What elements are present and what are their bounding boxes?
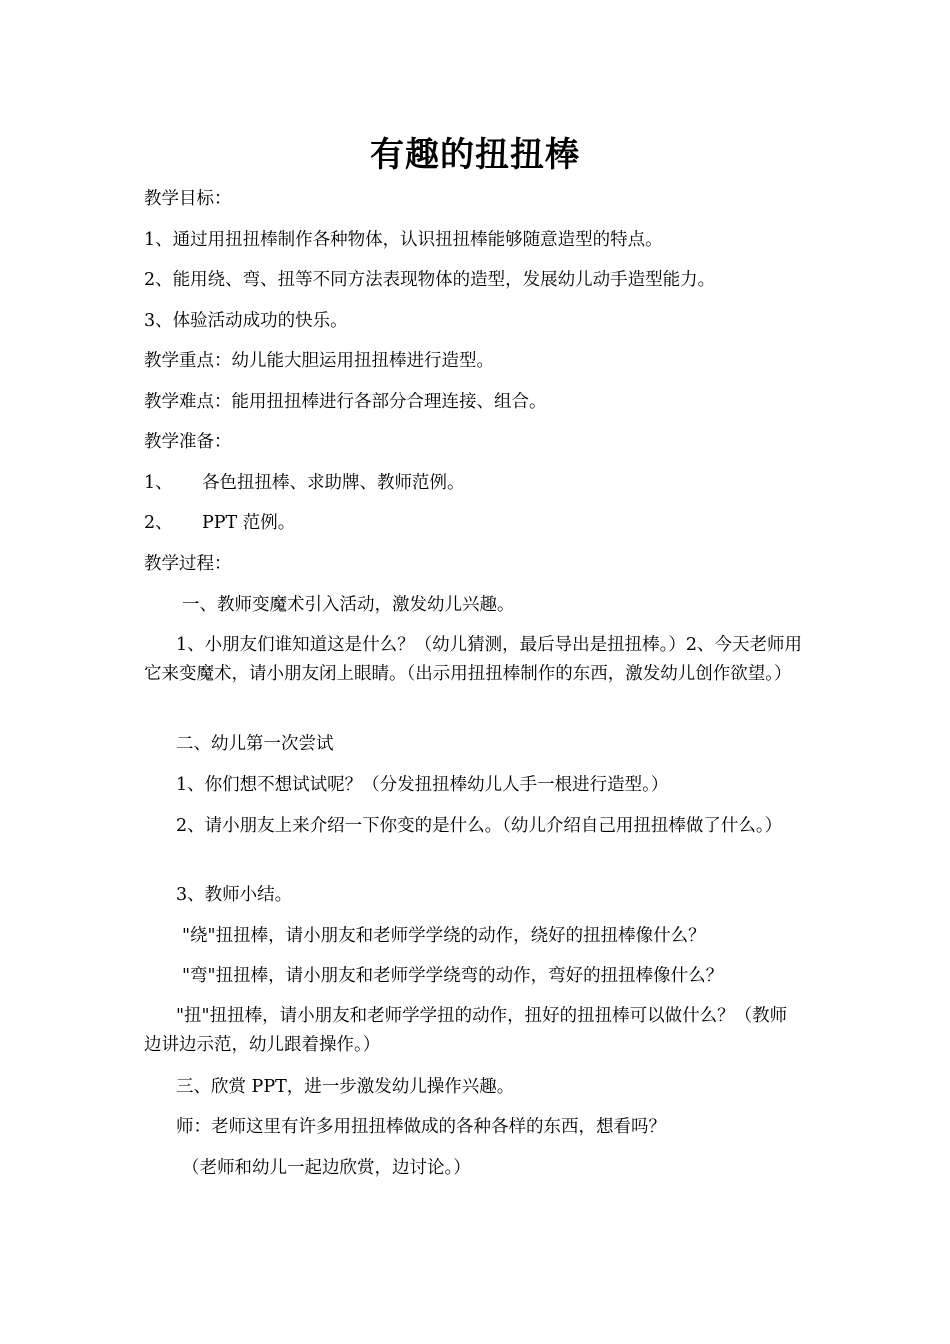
twist-paragraph: "扭"扭扭棒，请小朋友和老师学学扭的动作，扭好的扭扭棒可以做什么？（教师边讲边示范，幼儿跟着操作。） [144, 1006, 788, 1055]
prep-item-1-number: 1、 [144, 473, 173, 493]
step-3-heading: 三、欣赏 PPT，进一步激发幼儿操作兴趣。 [176, 1077, 515, 1097]
objective-1: 1、通过用扭扭棒制作各种物体，认识扭扭棒能够随意造型的特点。 [144, 230, 663, 250]
prep-heading: 教学准备： [144, 432, 232, 452]
step-2-item-2: 2、请小朋友上来介绍一下你变的是什么。（幼儿介绍自己用扭扭棒做了什么。） [176, 816, 783, 836]
objectives-heading: 教学目标： [144, 189, 232, 209]
bend-line: "弯"扭扭棒，请小朋友和老师学学绕弯的动作，弯好的扭扭棒像什么？ [182, 966, 724, 986]
step-1-paragraph: 1、小朋友们谁知道这是什么？（幼儿猜测，最后导出是扭扭棒。）2、今天老师用它来变魔术，请小朋友闭上眼睛。（出示用扭扭棒制作的东西，激发幼儿创作欲望。） [144, 635, 803, 684]
step-2-item-1: 1、你们想不想试试呢？（分发扭扭棒幼儿人手一根进行造型。） [176, 775, 669, 795]
document-title: 有趣的扭扭棒 [370, 135, 580, 175]
together-line: （老师和幼儿一起边欣赏，边讨论。） [182, 1158, 471, 1178]
teacher-line: 师：老师这里有许多用扭扭棒做成的各种各样的东西，想看吗？ [176, 1117, 666, 1137]
step-2-heading: 二、幼儿第一次尝试 [176, 734, 334, 754]
prep-item-2-text: PPT 范例。 [202, 513, 296, 533]
prep-item-1-text: 各色扭扭棒、求助牌、教师范例。 [202, 473, 465, 493]
difficult-point: 教学难点：能用扭扭棒进行各部分合理连接、组合。 [144, 392, 547, 412]
prep-item-2-number: 2、 [144, 513, 173, 533]
objective-2: 2、能用绕、弯、扭等不同方法表现物体的造型，发展幼儿动手造型能力。 [144, 270, 716, 290]
prep-item-1 [144, 471, 465, 495]
process-heading: 教学过程： [144, 554, 232, 574]
wind-line: "绕"扭扭棒，请小朋友和老师学学绕的动作，绕好的扭扭棒像什么？ [182, 926, 706, 946]
step-2-item-3: 3、教师小结。 [176, 885, 293, 905]
prep-item-2 [144, 511, 295, 535]
key-point: 教学重点：幼儿能大胆运用扭扭棒进行造型。 [144, 351, 494, 371]
objective-3: 3、体验活动成功的快乐。 [144, 311, 348, 331]
step-1-heading: 一、教师变魔术引入活动，激发幼儿兴趣。 [182, 595, 515, 615]
